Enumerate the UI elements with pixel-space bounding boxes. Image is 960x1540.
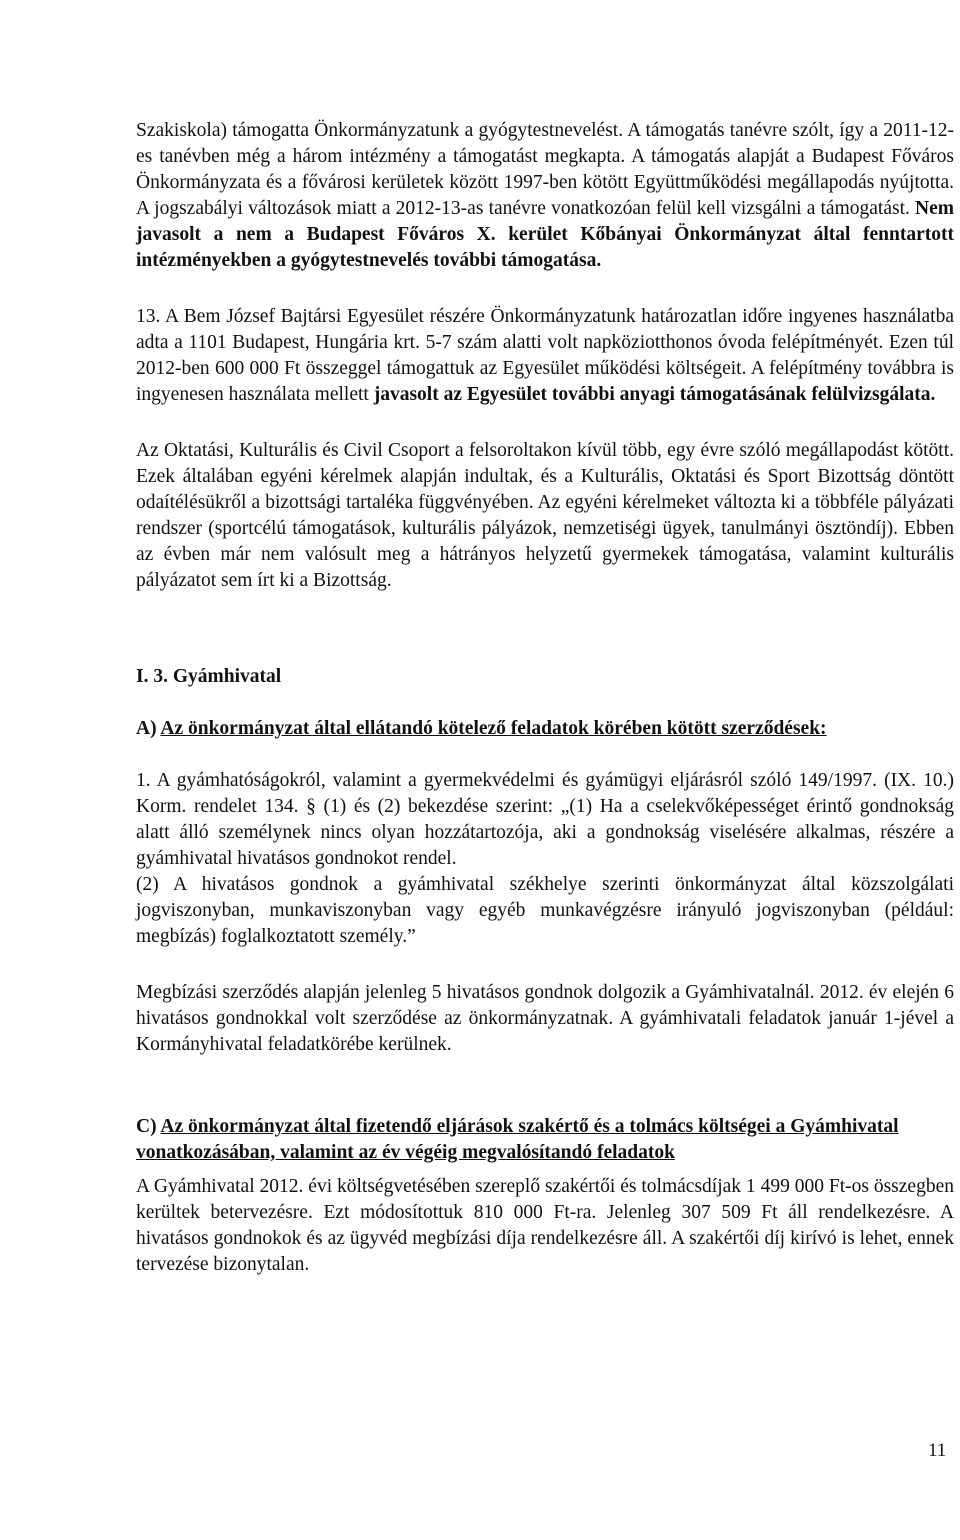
subheading-prefix: A) bbox=[136, 718, 161, 739]
page-number: 11 bbox=[928, 1440, 947, 1461]
paragraph-text: Szakiskola) támogatta Önkormányzatunk a gyógytestnevelést. A támogatás tanévre szólt, így a 2011-12-es tanévben még a három intézmény a támogatást megkapta. A támogatás alapját a Budapest Főváros Önkormányzata és a fővárosi kerületek között 1997-ben kötött Együttműködési megállapodás nyújtotta. A jogszabályi változások miatt a 2012-13-as tanévre vonatkozóan felül kell vizsgálni a támogatást. bbox=[136, 120, 954, 219]
subheading-a bbox=[136, 716, 954, 742]
paragraph-koltsegvetes: A Gyámhivatal 2012. évi költségvetésében szereplő szakértői és tolmácsdíjak 1 499 000 Ft-os összegben kerültek betervezésre. Ezt módosítottuk 810 000 Ft-ra. Jelenleg 307 509 Ft áll rendelkezésre. A hivatásos gondnokok és az ügyvéd megbízási díja rendelkezésre áll. A szakértői díj kirívó is lehet, ennek tervezése bizonytalan. bbox=[136, 1176, 954, 1275]
paragraph-bem-jozsef bbox=[136, 304, 954, 408]
subheading-text: Az önkormányzat által ellátandó kötelező feladatok körében kötött szerződések: bbox=[160, 718, 827, 739]
document-page bbox=[136, 118, 954, 1278]
paragraph-hivatasos-gondnok: (2) A hivatásos gondnok a gyámhivatal székhelye szerinti önkormányzat által közszolgálati jogviszonyban, munkaviszonyban vagy egyéb munkavégzésre irányuló jogviszonyban (például: megbízás) foglalkoztatott személy.” bbox=[136, 874, 954, 947]
subheading-prefix: C) bbox=[136, 1116, 161, 1137]
paragraph-oktatasi-csoport: Az Oktatási, Kulturális és Civil Csoport a felsoroltakon kívül több, egy évre szóló megállapodást kötött. Ezek általában egyéni kérelmek alapján indultak, és a Kulturális, Oktatási és Sport Bizottság döntött odaítélésükről a bizottsági tartaléka függvényében. Az egyéni kérelmeket változta ki a többféle pályázati rendszer (sportcélú támogatások, kulturális pályázok, nemzetiségi ügyek, tanulmányi ösztöndíj). Ebben az évben már nem valósult meg a hátrányos helyzetű gyermekek támogatása, valamint kulturális pályázatot sem írt ki a Bizottság. bbox=[136, 440, 954, 591]
subheading-c bbox=[136, 1114, 954, 1166]
recommendation-text: javasolt az Egyesület további anyagi támogatásának felülvizsgálata. bbox=[373, 384, 936, 405]
paragraph-gyogytestneveles bbox=[136, 118, 954, 274]
recommendation-text: Nem javasolt a nem a Budapest Főváros X. kerület Kőbányai Önkormányzat által fenntartott intézményekben a gyógytestnevelés további támogatása. bbox=[136, 198, 954, 271]
section-title: I. 3. Gyámhivatal bbox=[136, 666, 282, 687]
paragraph-gyamhatosagokrol: 1. A gyámhatóságokról, valamint a gyermekvédelmi és gyámügyi eljárásról szóló 149/1997. (IX. 10.) Korm. rendelet 134. § (1) és (2) bekezdése szerint: „(1) Ha a cselekvőképességet érintő gondnokság alatt álló személynek nincs olyan hozzátartozója, aki a gondnokság viselésére alkalmas, részére a gyámhivatal hivatásos gondnokot rendel. bbox=[136, 770, 954, 869]
paragraph-megbizasi-szerzodes: Megbízási szerződés alapján jelenleg 5 hivatásos gondnok dolgozik a Gyámhivatalnál. 2012. év elején 6 hivatásos gondnokkal volt szerződése az önkormányzatnak. A gyámhivatali feladatok január 1-jével a Kormányhivatal feladatkörébe kerülnek. bbox=[136, 982, 954, 1055]
subheading-text: Az önkormányzat által fizetendő eljárások szakértő és a tolmács költségei a Gyámhivatal vonatkozásában, valamint az év végéig megvalósítandó feladatok bbox=[136, 1116, 899, 1163]
paragraph-text: 13. A Bem József Bajtársi Egyesület részére Önkormányzatunk határozatlan időre ingyenes használatba adta a 1101 Budapest, Hungária krt. 5-7 szám alatti volt napköziotthonos óvoda felépítményét. Ezen túl 2012-ben 600 000 Ft összeggel támogattuk az Egyesület működési költségeit. A felépítmény továbbra is ingyenesen használata mellett bbox=[136, 306, 954, 405]
